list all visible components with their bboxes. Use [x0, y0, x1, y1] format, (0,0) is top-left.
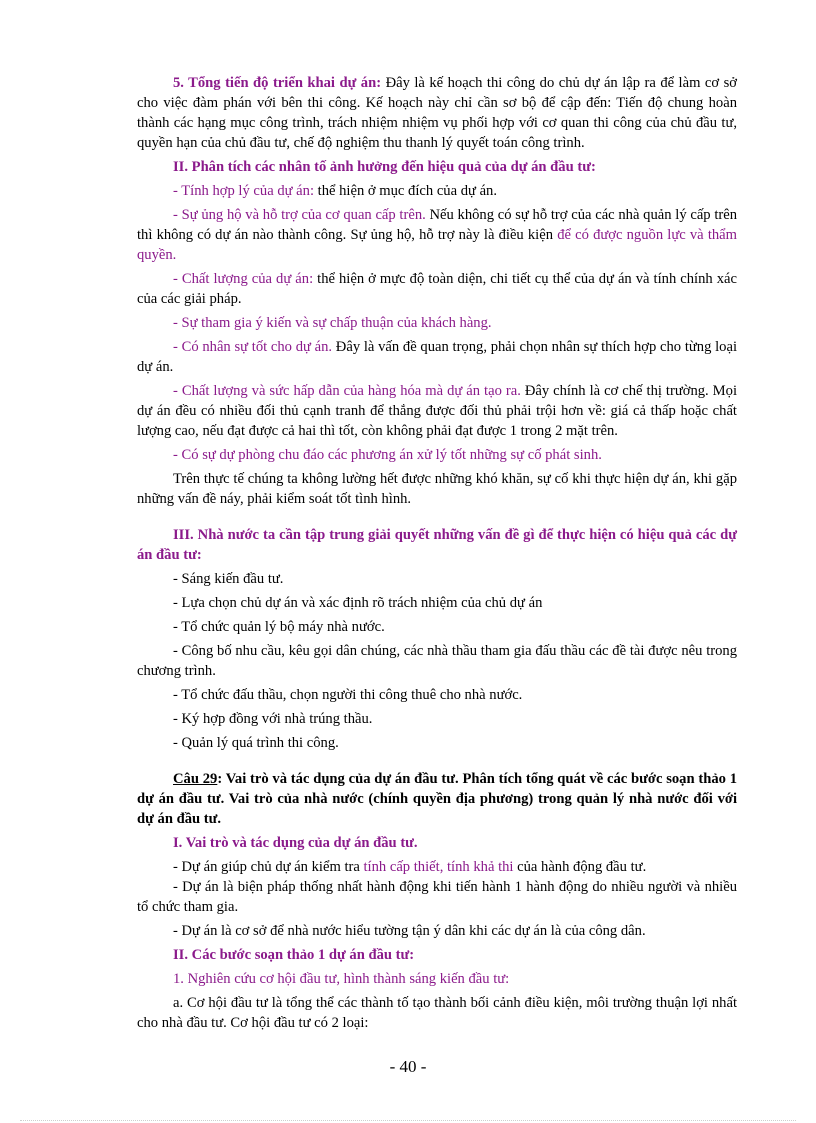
- document-page: [137, 73, 737, 1033]
- section-ii-heading: II. Phân tích các nhân tố ảnh hưởng đến hiệu quả của dự án đầu tư:: [173, 159, 596, 175]
- role-item-3: - Dự án là cơ sở để nhà nước hiểu tường tận ý dân khi các dự án là của công dân.: [173, 923, 646, 939]
- factor-1-label: - Tính hợp lý của dự án:: [173, 183, 314, 199]
- section-5-text: Đây là kế hoạch thi công do chủ dự án lập ra để làm cơ sở cho việc đàm phán với bên thi công. Kế hoạch này chỉ cần sơ bộ để cập đến: Tiến độ chung hoàn thành các hạng mục công trình, trách nhiệm nhiệm vụ phối hợp với cơ quan thi công của chủ đầu tư, quyền hạn của chủ đầu tư, chế độ nghiệm thu thanh lý quyết toán công trình.: [137, 75, 737, 151]
- measure-item-7: - Quản lý quá trình thi công.: [173, 735, 339, 751]
- section-5-heading: 5. Tổng tiến độ triển khai dự án:: [173, 75, 382, 91]
- role-item-2: - Dự án là biện pháp thống nhất hành động khi tiến hành 1 hành động do nhiều người và nhiều tổ chức tham gia.: [137, 879, 737, 915]
- step-1a-paragraph: a. Cơ hội đầu tư là tổng thể các thành tố tạo thành bối cảnh điều kiện, môi trường thuận lợi nhất cho nhà đầu tư. Cơ hội đầu tư có 2 loại:: [137, 995, 737, 1031]
- question-29-label: Câu 29: [173, 771, 218, 787]
- factor-5-text: Đây là vấn đề quan trọng, phải chọn nhân sự thích hợp cho từng loại dự án.: [137, 339, 737, 375]
- factor-6-text: Đây chính là cơ chế thị trường. Mọi dự án đều có nhiều đối thủ cạnh tranh để thắng được đối thủ phải trội hơn về: giá cả thấp hoặc chất lượng cao, nếu đạt được cả hai thì tốt, còn không phải đạt được 1 trong 2 mặt trên.: [137, 383, 738, 439]
- section-ii-conclusion: Trên thực tế chúng ta không lường hết được những khó khăn, sự cố khi thực hiện dự án, khi gặp những vấn đề náy, phải kiểm soát tốt tình hình.: [137, 471, 737, 507]
- factor-2-highlight: để có được nguồn lực và thẩm quyền.: [137, 227, 737, 263]
- measure-item-4: - Công bố nhu cầu, kêu gọi dân chúng, các nhà thầu tham gia đấu thầu các đề tài được nêu trong chương trình.: [137, 643, 737, 679]
- section-iii-heading: III. Nhà nước ta cần tập trung giải quyết những vấn đề gì để thực hiện có hiệu quả các dự án đầu tư:: [137, 527, 737, 563]
- factor-1: [137, 181, 737, 201]
- role-item-1-feasibility: tính khả thi: [447, 859, 514, 875]
- measure-item-3: - Tổ chức quản lý bộ máy nhà nước.: [173, 619, 385, 635]
- step-1-heading: 1. Nghiên cứu cơ hội đầu tư, hình thành sáng kiến đầu tư:: [173, 971, 510, 987]
- factor-6: [137, 381, 737, 441]
- question-29-text: Vai trò và tác dụng của dự án đầu tư. Phân tích tổng quát về các bước soạn thảo 1 dự án đầu tư. Vai trò của nhà nước (chính quyền địa phương) trong quản lý nhà nước đối với dự án đầu tư.: [137, 771, 737, 827]
- page-bottom-divider: [20, 1120, 796, 1121]
- q29-section-i-heading: I. Vai trò và tác dụng của dự án đầu tư.: [173, 835, 418, 851]
- role-item-1-post: của hành động đầu tư.: [513, 859, 647, 875]
- role-item-1-necessity: tính cấp thiết,: [363, 859, 444, 875]
- question-29-colon: :: [217, 771, 223, 787]
- factor-2: [137, 205, 737, 265]
- factor-1-text: thể hiện ở mục đích của dự án.: [314, 183, 497, 199]
- factor-2-label: - Sự ủng hộ và hỗ trợ của cơ quan cấp trên.: [173, 207, 426, 223]
- section-5-paragraph: [137, 73, 737, 153]
- factor-7: - Có sự dự phòng chu đáo các phương án xử lý tốt những sự cố phát sinh.: [173, 447, 602, 463]
- measure-item-1: - Sáng kiến đầu tư.: [173, 571, 284, 587]
- factor-3: [137, 269, 737, 309]
- question-29: [137, 769, 737, 829]
- factor-4: - Sự tham gia ý kiến và sự chấp thuận của khách hàng.: [173, 315, 492, 331]
- factor-6-label: - Chất lượng và sức hấp dẫn của hàng hóa mà dự án tạo ra.: [173, 383, 521, 399]
- factor-2-text: Nếu không có sự hỗ trợ của các nhà quản lý cấp trên thì không có dự án nào thành công. Sự ủng hộ, hỗ trợ này là điều kiện: [137, 207, 738, 243]
- measure-item-5: - Tổ chức đấu thầu, chọn người thi công thuê cho nhà nước.: [173, 687, 523, 703]
- q29-section-ii-heading: II. Các bước soạn thảo 1 dự án đầu tư:: [173, 947, 415, 963]
- role-item-1: [137, 857, 737, 877]
- role-item-1-pre: - Dự án giúp chủ dự án kiểm tra: [173, 859, 364, 875]
- factor-5-label: - Có nhân sự tốt cho dự án.: [173, 339, 333, 355]
- factor-3-label: - Chất lượng của dự án:: [173, 271, 314, 287]
- factor-5: [137, 337, 737, 377]
- measure-item-2: - Lựa chọn chủ dự án và xác định rõ trách nhiệm của chủ dự án: [173, 595, 543, 611]
- factor-3-text: thể hiện ở mực độ toàn diện, chi tiết cụ thể của dự án và tính chính xác của các giải pháp.: [137, 271, 737, 307]
- measure-item-6: - Ký hợp đồng với nhà trúng thầu.: [173, 711, 373, 727]
- page-number: - 40 -: [389, 1057, 427, 1076]
